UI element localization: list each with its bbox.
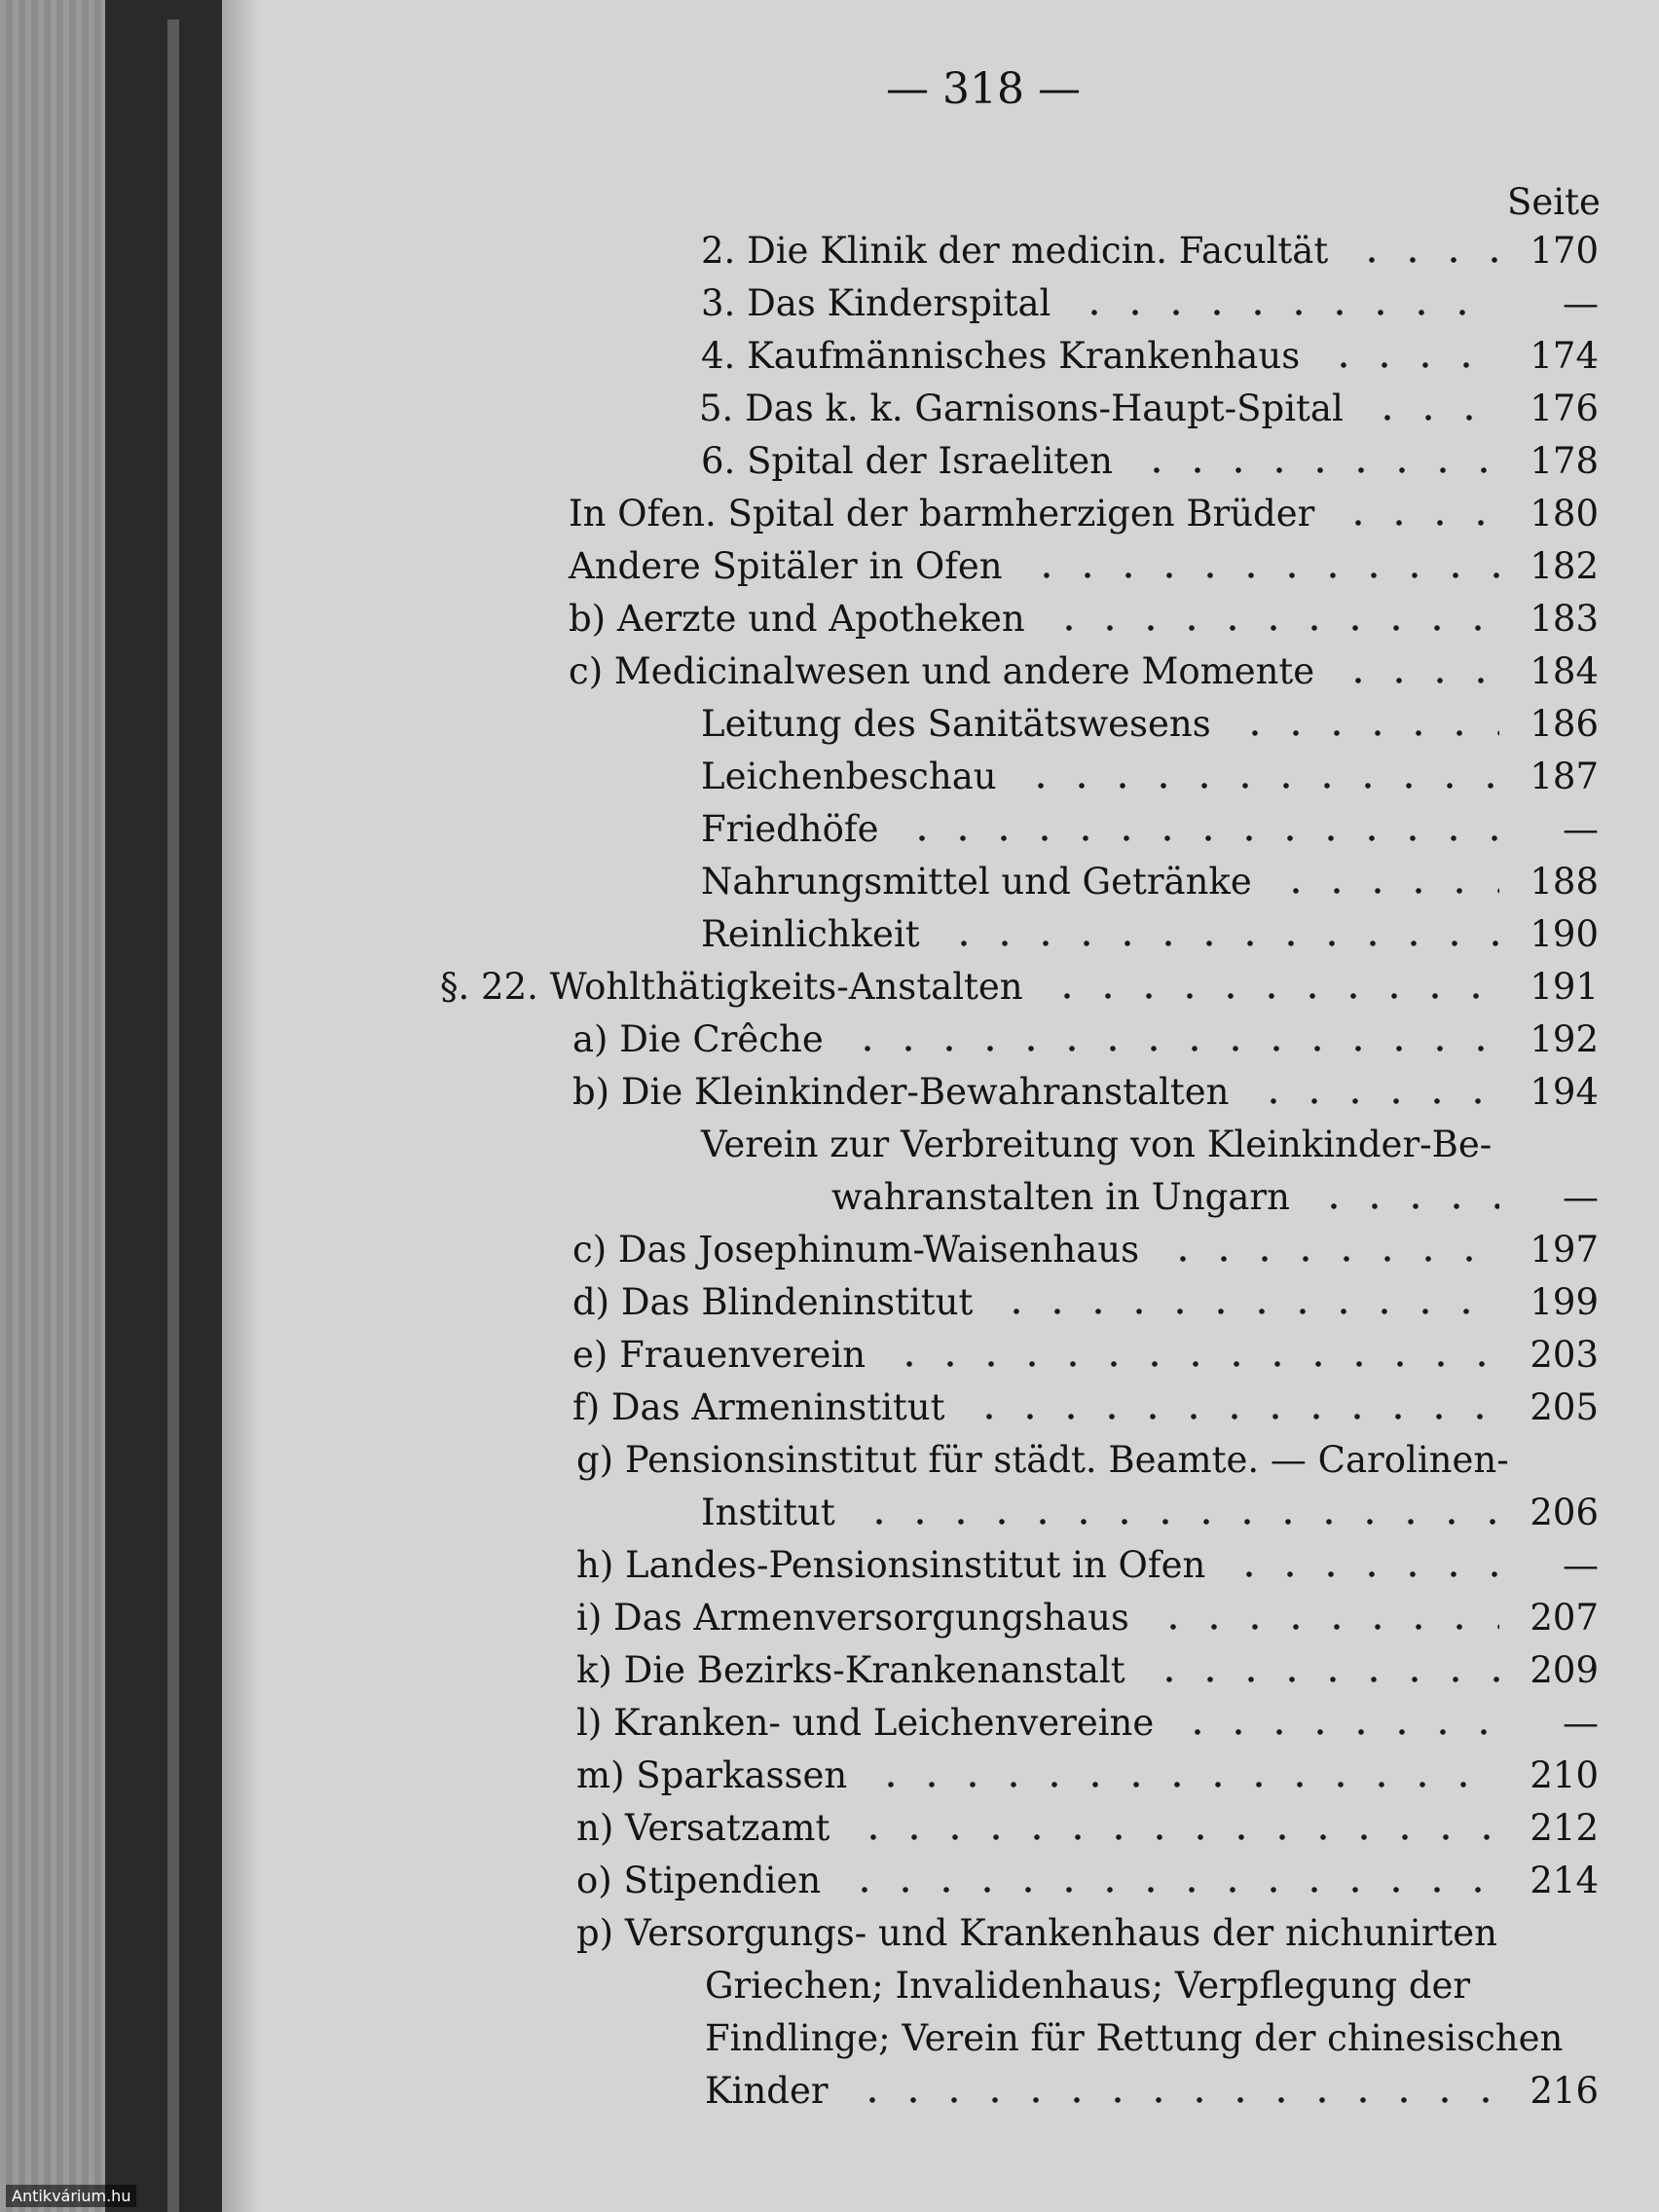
watermark: Antikvárium.hu — [6, 2185, 136, 2207]
toc-entry — [0, 966, 1659, 1009]
toc-entry — [0, 1071, 1659, 1114]
dot-leader — [870, 1782, 1499, 1788]
toc-entry-page: 187 — [1530, 756, 1599, 797]
toc-entry — [0, 1334, 1659, 1377]
dot-leader — [847, 1046, 1499, 1051]
toc-entry-page: 191 — [1530, 966, 1599, 1008]
toc-entry — [0, 756, 1659, 798]
dot-leader — [852, 2097, 1499, 2103]
toc-entry — [0, 1439, 1659, 1482]
toc-entry-label: f) Das Armeninstitut — [572, 1386, 945, 1428]
dot-leader — [902, 835, 1499, 841]
toc-entry — [0, 493, 1659, 535]
toc-entry-label: Institut — [701, 1492, 835, 1533]
toc-entry-label: i) Das Armenversorgungshaus — [576, 1597, 1129, 1639]
toc-entry — [0, 1807, 1659, 1850]
toc-entry-label: e) Frauenverein — [572, 1334, 866, 1376]
column-header: Seite — [1507, 181, 1601, 223]
toc-entry-page: 194 — [1530, 1071, 1599, 1113]
toc-entry — [0, 230, 1659, 273]
toc-entry-page: 176 — [1530, 387, 1599, 429]
toc-entry-label: b) Aerzte und Apotheken — [569, 598, 1025, 640]
dot-leader — [1323, 362, 1499, 368]
toc-entry — [0, 1229, 1659, 1272]
dot-leader — [1136, 467, 1499, 473]
page-number: — 318 — — [886, 64, 1081, 114]
toc-entry-label: p) Versorgungs- und Krankenhaus der nichunirten — [576, 1912, 1497, 1954]
toc-entry — [0, 1124, 1659, 1166]
toc-entry — [0, 1544, 1659, 1587]
dot-leader — [859, 1519, 1499, 1525]
dot-leader — [1253, 1098, 1500, 1104]
toc-entry-label: Leitung des Sanitätswesens — [701, 703, 1211, 745]
toc-entry-page: 206 — [1530, 1492, 1599, 1533]
toc-entry — [0, 1018, 1659, 1061]
toc-entry-page: — — [1563, 282, 1599, 324]
dot-leader — [1313, 1203, 1499, 1209]
toc-entry — [0, 2017, 1659, 2060]
toc-entry-label: o) Stipendien — [576, 1860, 822, 1901]
toc-entry-page: 214 — [1530, 1860, 1599, 1901]
toc-entry-label: Friedhöfe — [701, 808, 879, 850]
toc-entry-page: 186 — [1530, 703, 1599, 745]
toc-entry — [0, 282, 1659, 325]
toc-entry-label: Kinder — [705, 2070, 829, 2112]
toc-entry — [0, 861, 1659, 903]
toc-entry — [0, 913, 1659, 956]
toc-entry-label: Verein zur Verbreitung von Kleinkinder-Be- — [701, 1124, 1493, 1165]
toc-entry-page: 183 — [1530, 598, 1599, 640]
toc-entry-label: Reinlichkeit — [701, 913, 920, 955]
toc-entry — [0, 335, 1659, 378]
toc-entry-page: 178 — [1530, 440, 1599, 482]
toc-entry-label: 6. Spital der Israeliten — [701, 440, 1113, 482]
dot-leader — [996, 1309, 1499, 1314]
toc-entry — [0, 703, 1659, 746]
toc-entry-label: k) Die Bezirks-Krankenanstalt — [576, 1649, 1125, 1691]
toc-entry — [0, 1702, 1659, 1745]
toc-entry — [0, 387, 1659, 430]
dot-leader — [1026, 572, 1499, 578]
toc-entry-page: 205 — [1530, 1386, 1599, 1428]
toc-entry-page: 190 — [1530, 913, 1599, 955]
toc-entry-label: 3. Das Kinderspital — [701, 282, 1051, 324]
toc-entry — [0, 2070, 1659, 2113]
dot-leader — [1275, 888, 1499, 894]
toc-entry-label: d) Das Blindeninstitut — [572, 1281, 974, 1323]
toc-entry-label: a) Die Crêche — [572, 1018, 824, 1060]
toc-entry — [0, 1597, 1659, 1640]
toc-entry-page: 209 — [1530, 1649, 1599, 1691]
toc-entry-label: 4. Kaufmännisches Krankenhaus — [701, 335, 1301, 377]
toc-entry-label: n) Versatzamt — [576, 1807, 830, 1849]
toc-entry — [0, 650, 1659, 693]
toc-entry — [0, 808, 1659, 851]
toc-entry-label: Griechen; Invalidenhaus; Verpflegung der — [705, 1965, 1471, 2007]
dot-leader — [844, 1887, 1499, 1893]
toc-entry-label: Leichenbeschau — [701, 756, 997, 797]
toc-entry — [0, 1176, 1659, 1219]
toc-entry — [0, 1754, 1659, 1797]
toc-entry-label: wahranstalten in Ungarn — [831, 1176, 1290, 1218]
dot-leader — [1235, 730, 1499, 736]
toc-entry-label: h) Landes-Pensionsinstitut in Ofen — [576, 1544, 1206, 1586]
dot-leader — [1049, 625, 1499, 631]
toc-entry-label: l) Kranken- und Leichenvereine — [576, 1702, 1155, 1744]
toc-entry-label: In Ofen. Spital der barmherzigen Brüder — [569, 493, 1315, 535]
dot-leader — [853, 1834, 1499, 1840]
toc-entry-label: c) Medicinalwesen und andere Momente — [569, 650, 1315, 692]
toc-entry — [0, 545, 1659, 588]
dot-leader — [1149, 1677, 1499, 1682]
dot-leader — [1020, 783, 1499, 789]
dot-leader — [1367, 415, 1499, 421]
dot-leader — [889, 1361, 1499, 1367]
toc-entry — [0, 1860, 1659, 1902]
toc-entry — [0, 1281, 1659, 1324]
dot-leader — [1074, 310, 1499, 315]
dot-leader — [1351, 257, 1499, 263]
toc-entry-page: — — [1563, 808, 1599, 850]
dot-leader — [1338, 678, 1499, 683]
toc-entry — [0, 1912, 1659, 1955]
dot-leader — [1162, 1256, 1499, 1262]
dot-leader — [1177, 1729, 1499, 1735]
toc-entry-page: 210 — [1530, 1754, 1599, 1796]
toc-entry-page: 203 — [1530, 1334, 1599, 1376]
toc-entry-page: 184 — [1530, 650, 1599, 692]
toc-entry-label: Findlinge; Verein für Rettung der chinesischen — [705, 2017, 1564, 2059]
toc-entry-page: — — [1563, 1544, 1599, 1586]
dot-leader — [1047, 993, 1499, 999]
toc-entry-label: g) Pensionsinstitut für städt. Beamte. — Carolinen- — [576, 1439, 1509, 1481]
toc-entry — [0, 1649, 1659, 1692]
toc-entry-label: Nahrungsmittel und Getränke — [701, 861, 1252, 903]
toc-entry — [0, 1492, 1659, 1534]
toc-entry-label: 2. Die Klinik der medicin. Facultät — [701, 230, 1329, 272]
dot-leader — [1338, 520, 1499, 526]
toc-entry-label: b) Die Kleinkinder-Bewahranstalten — [572, 1071, 1230, 1113]
toc-entry-page: 174 — [1530, 335, 1599, 377]
dot-leader — [1153, 1624, 1499, 1630]
dot-leader — [943, 940, 1499, 946]
dot-leader — [1229, 1571, 1499, 1577]
toc-entry-page: 180 — [1530, 493, 1599, 535]
toc-entry — [0, 1965, 1659, 2008]
toc-entry-label: §. 22. Wohlthätigkeits-Anstalten — [440, 966, 1023, 1008]
toc-entry-label: m) Sparkassen — [576, 1754, 848, 1796]
toc-entry-page: 182 — [1530, 545, 1599, 587]
toc-entry-page: — — [1563, 1702, 1599, 1744]
toc-entry — [0, 598, 1659, 641]
toc-entry-page: 216 — [1530, 2070, 1599, 2112]
toc-entry-page: 197 — [1530, 1229, 1599, 1271]
toc-entry-page: 192 — [1530, 1018, 1599, 1060]
dot-leader — [969, 1414, 1499, 1419]
toc-entry-page: 212 — [1530, 1807, 1599, 1849]
toc-entry-label: 5. Das k. k. Garnisons-Haupt-Spital — [699, 387, 1344, 429]
toc-entry-page: 170 — [1530, 230, 1599, 272]
toc-entry-page: — — [1563, 1176, 1599, 1218]
toc-entry — [0, 1386, 1659, 1429]
toc-entry-label: Andere Spitäler in Ofen — [569, 545, 1003, 587]
toc-entry-label: c) Das Josephinum-Waisenhaus — [572, 1229, 1140, 1271]
toc-entry-page: 199 — [1530, 1281, 1599, 1323]
toc-entry — [0, 440, 1659, 483]
toc-entry-page: 188 — [1530, 861, 1599, 903]
toc-entry-page: 207 — [1530, 1597, 1599, 1639]
